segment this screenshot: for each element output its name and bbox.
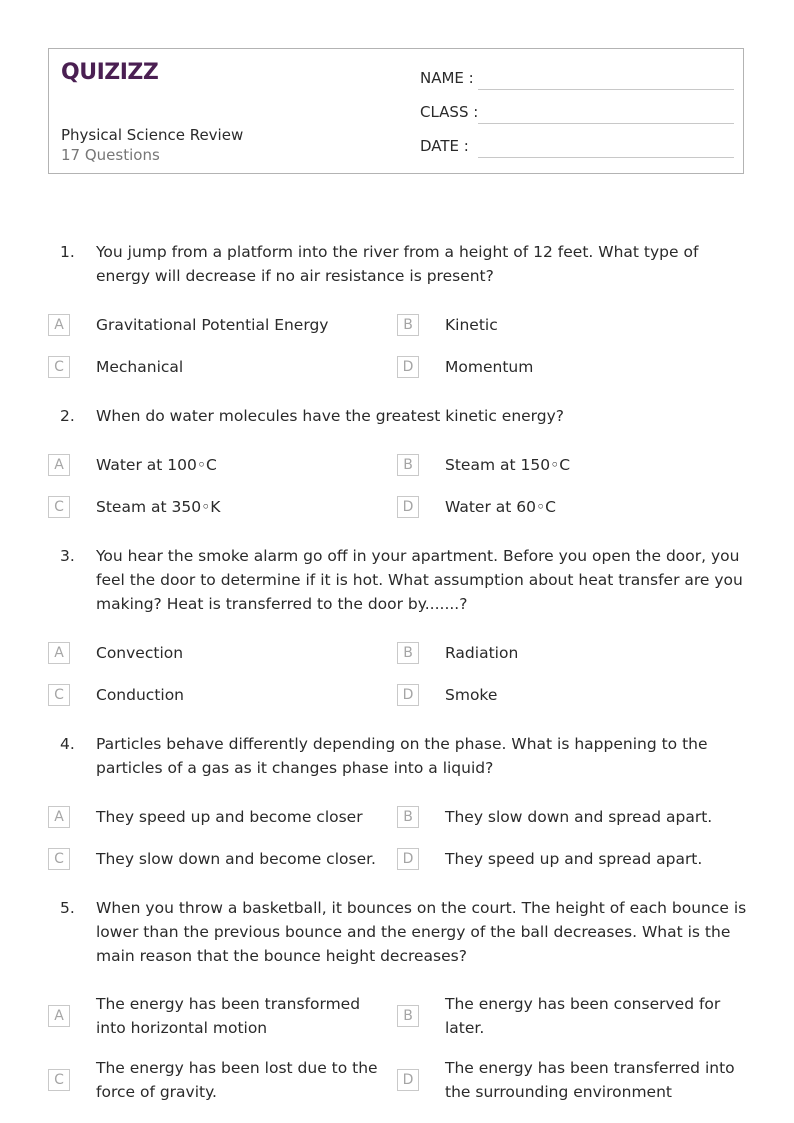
question-text: When do water molecules have the greatest kinetic energy? bbox=[96, 407, 565, 425]
option-text: The energy has been transferred into the surrounding environment bbox=[445, 1059, 735, 1101]
option-letter-box: C bbox=[48, 356, 70, 378]
option-text: The energy has been lost due to the force of gravity. bbox=[96, 1059, 378, 1101]
question-number: 2. bbox=[60, 407, 75, 425]
question-number: 5. bbox=[60, 899, 75, 917]
option-text: Water at 60◦C bbox=[445, 498, 556, 516]
option-letter-box: D bbox=[397, 848, 419, 870]
option-letter-box: C bbox=[48, 848, 70, 870]
class-line[interactable] bbox=[478, 123, 734, 124]
option-letter-box: B bbox=[397, 806, 419, 828]
option-text: The energy has been conserved for later. bbox=[445, 995, 721, 1037]
option-text: Steam at 150◦C bbox=[445, 456, 571, 474]
option-letter-box: D bbox=[397, 356, 419, 378]
class-field[interactable] bbox=[420, 100, 734, 124]
option-letter-box: B bbox=[397, 1005, 419, 1027]
option-text: Radiation bbox=[445, 644, 519, 662]
question-number: 4. bbox=[60, 735, 75, 753]
option-letter-box: C bbox=[48, 684, 70, 706]
name-field[interactable] bbox=[420, 66, 734, 90]
worksheet-header bbox=[48, 48, 744, 174]
option-letter-box: D bbox=[397, 684, 419, 706]
option-letter-box: C bbox=[48, 1069, 70, 1091]
option-letter-box: B bbox=[397, 454, 419, 476]
option-letter-box: A bbox=[48, 642, 70, 664]
option-text: They slow down and spread apart. bbox=[445, 808, 713, 826]
question-text: When you throw a basketball, it bounces on the court. The height of each bounce is lower than the previous bounce and the energy of the ball decreases. What is the main reason that the bounce height decreases? bbox=[96, 899, 747, 965]
option-letter-box: B bbox=[397, 642, 419, 664]
question-number: 3. bbox=[60, 547, 75, 565]
class-label: CLASS : bbox=[420, 103, 479, 121]
option-text: Conduction bbox=[96, 686, 185, 704]
option-text: Momentum bbox=[445, 358, 534, 376]
option-letter-box: D bbox=[397, 1069, 419, 1091]
name-line[interactable] bbox=[478, 89, 734, 90]
quizizz-logo: QUIZIZZ bbox=[61, 60, 159, 85]
option-text: The energy has been transformed into horizontal motion bbox=[96, 995, 361, 1037]
option-text: Convection bbox=[96, 644, 184, 662]
question-text: You jump from a platform into the river from a height of 12 feet. What type of energy will decrease if no air resistance is present? bbox=[96, 243, 699, 285]
option-letter-box: D bbox=[397, 496, 419, 518]
option-text: Steam at 350◦K bbox=[96, 498, 221, 516]
option-letter-box: A bbox=[48, 1005, 70, 1027]
name-label: NAME : bbox=[420, 69, 474, 87]
option-text: Water at 100◦C bbox=[96, 456, 217, 474]
option-text: Gravitational Potential Energy bbox=[96, 316, 329, 334]
option-text: They speed up and spread apart. bbox=[445, 850, 703, 868]
option-text: Kinetic bbox=[445, 316, 498, 334]
option-letter-box: A bbox=[48, 314, 70, 336]
option-text: They slow down and become closer. bbox=[96, 850, 376, 868]
option-letter-box: B bbox=[397, 314, 419, 336]
question-number: 1. bbox=[60, 243, 75, 261]
date-label: DATE : bbox=[420, 137, 469, 155]
worksheet-title: Physical Science Review bbox=[61, 126, 244, 144]
question-text: You hear the smoke alarm go off in your apartment. Before you open the door, you feel the door to determine if it is hot. What assumption about heat transfer are you making? Heat is transferred to the door by.......? bbox=[96, 547, 743, 613]
question-count: 17 Questions bbox=[61, 146, 160, 164]
option-text: They speed up and become closer bbox=[96, 808, 363, 826]
option-text: Mechanical bbox=[96, 358, 184, 376]
option-letter-box: A bbox=[48, 806, 70, 828]
option-text: Smoke bbox=[445, 686, 498, 704]
date-field[interactable] bbox=[420, 134, 734, 158]
date-line[interactable] bbox=[478, 157, 734, 158]
option-letter-box: C bbox=[48, 496, 70, 518]
option-letter-box: A bbox=[48, 454, 70, 476]
question-text: Particles behave differently depending on the phase. What is happening to the particles of a gas as it changes phase into a liquid? bbox=[96, 735, 708, 777]
